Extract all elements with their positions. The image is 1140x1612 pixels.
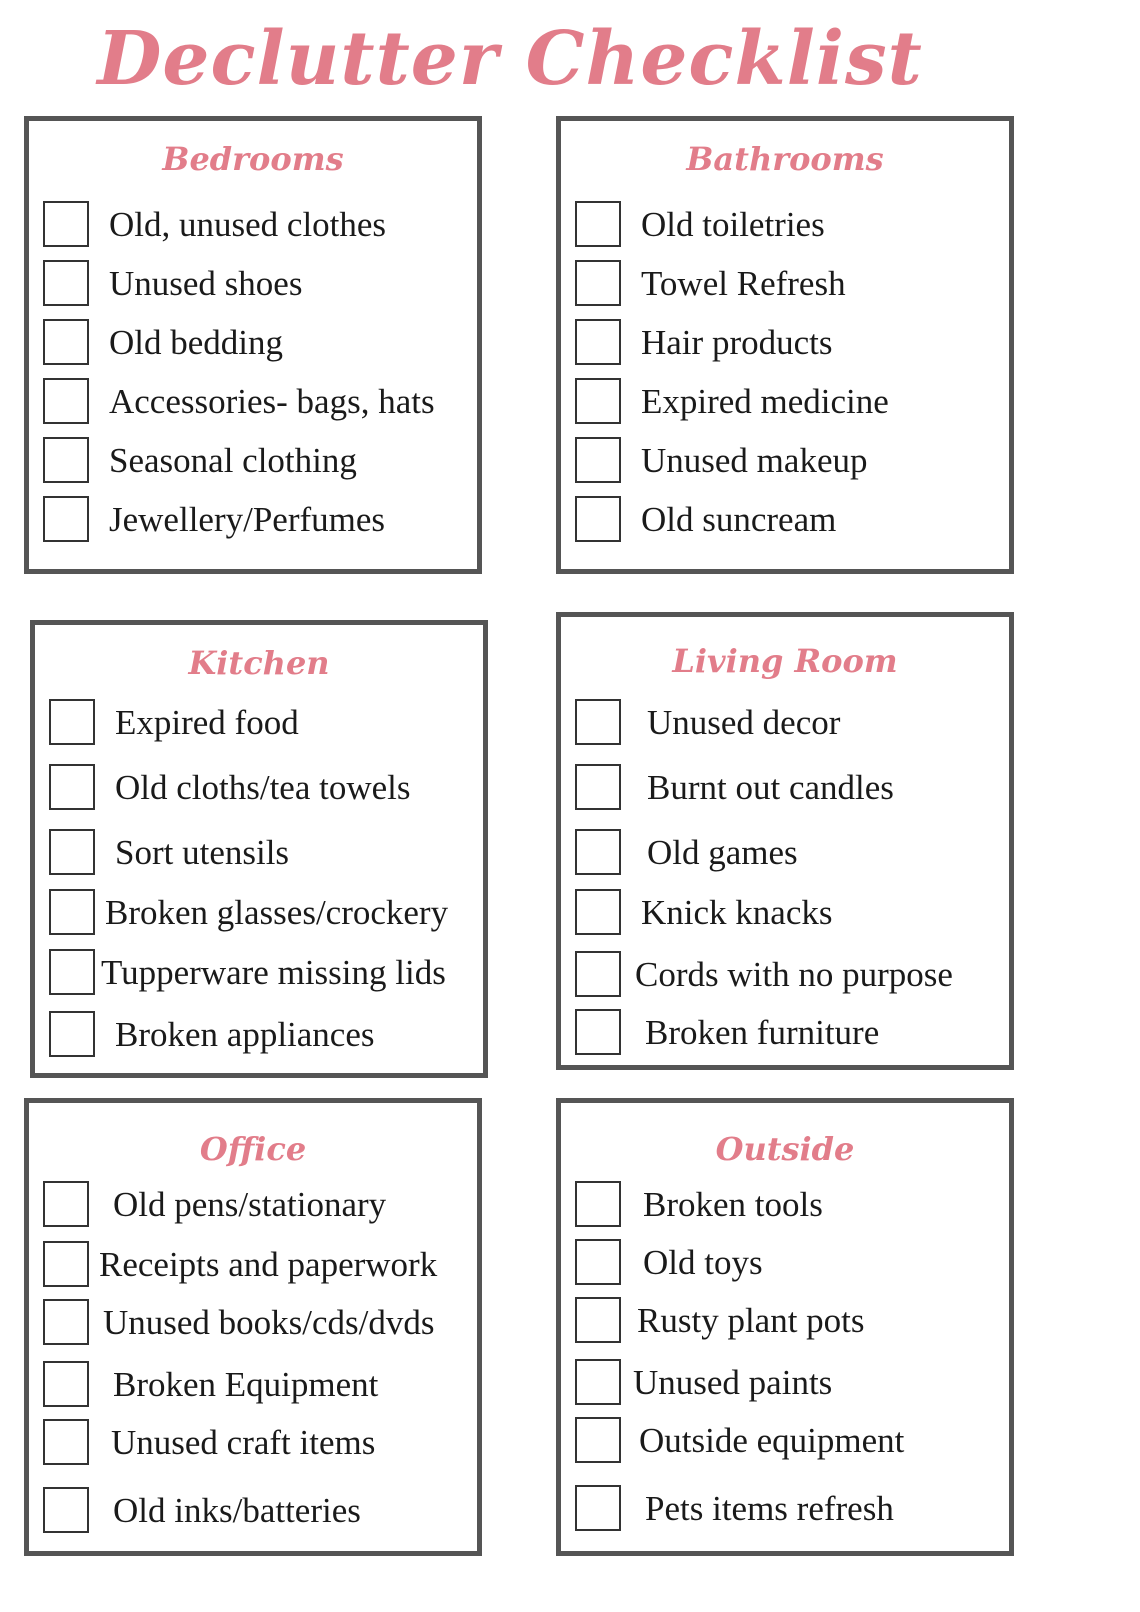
checkbox[interactable]: [575, 699, 621, 745]
section-heading: Outside: [715, 1130, 855, 1168]
checklist-item-label: Unused craft items: [111, 1422, 376, 1462]
checklist-item[interactable]: [43, 376, 469, 426]
checkbox[interactable]: [575, 260, 621, 306]
checklist-item-label: Towel Refresh: [641, 263, 846, 303]
checklist-item-label: Old games: [647, 832, 798, 872]
checklist-item-label: Seasonal clothing: [109, 440, 357, 480]
section-bedrooms: [24, 116, 482, 574]
checkbox[interactable]: [49, 949, 95, 995]
checklist-item[interactable]: [575, 827, 1001, 877]
checklist-item-label: Old suncream: [641, 499, 837, 539]
checkbox[interactable]: [49, 1011, 95, 1057]
checkbox[interactable]: [575, 1485, 621, 1531]
checklist-item-label: Old cloths/tea towels: [115, 767, 411, 807]
checkbox[interactable]: [43, 378, 89, 424]
section-kitchen: [30, 620, 488, 1078]
checklist-item-label: Broken furniture: [645, 1012, 880, 1052]
checkbox[interactable]: [575, 201, 621, 247]
checklist-item-label: Unused decor: [647, 702, 841, 742]
checklist-item-label: Broken appliances: [115, 1014, 375, 1054]
checklist-item-label: Tupperware missing lids: [101, 952, 446, 992]
checklist-item-label: Broken Equipment: [113, 1364, 379, 1404]
checklist-item-label: Hair products: [641, 322, 833, 362]
checkbox[interactable]: [575, 1417, 621, 1463]
checkbox[interactable]: [575, 378, 621, 424]
checklist-item[interactable]: [575, 887, 1001, 937]
checklist-item[interactable]: [43, 494, 469, 544]
checklist-item[interactable]: [575, 697, 1001, 747]
checkbox[interactable]: [575, 1359, 621, 1405]
checklist-item-label: Unused books/cds/dvds: [103, 1302, 435, 1342]
checkbox[interactable]: [575, 1297, 621, 1343]
checklist-item-label: Broken tools: [643, 1184, 823, 1224]
checkbox[interactable]: [43, 496, 89, 542]
section-heading: Living Room: [672, 642, 898, 680]
checklist-item[interactable]: [575, 435, 1001, 485]
checklist-item[interactable]: [575, 1357, 1001, 1407]
checklist-item-label: Cords with no purpose: [635, 954, 953, 994]
section-heading: Kitchen: [188, 644, 330, 682]
checkbox[interactable]: [43, 1241, 89, 1287]
checklist-item[interactable]: [575, 1237, 1001, 1287]
checklist-item-label: Expired food: [115, 702, 299, 742]
checklist-item-label: Rusty plant pots: [637, 1300, 865, 1340]
checklist-item[interactable]: [575, 1295, 1001, 1345]
checklist-item-label: Old toiletries: [641, 204, 825, 244]
checklist-item[interactable]: [575, 199, 1001, 249]
checklist-item[interactable]: [49, 887, 475, 937]
checklist-item-label: Knick knacks: [641, 892, 833, 932]
checklist-item-label: Unused paints: [633, 1362, 833, 1402]
checklist-item[interactable]: [49, 827, 475, 877]
checkbox[interactable]: [43, 1419, 89, 1465]
checklist-item-label: Old, unused clothes: [109, 204, 387, 244]
checklist-item[interactable]: [43, 1179, 469, 1229]
checkbox[interactable]: [43, 201, 89, 247]
checklist-item[interactable]: [49, 947, 475, 997]
checklist-item-label: Receipts and paperwork: [99, 1244, 438, 1284]
checkbox[interactable]: [575, 889, 621, 935]
checkbox[interactable]: [49, 889, 95, 935]
checklist-item-label: Accessories- bags, hats: [109, 381, 435, 421]
checklist-item[interactable]: [49, 762, 475, 812]
checklist-item[interactable]: [43, 199, 469, 249]
checkbox[interactable]: [575, 1239, 621, 1285]
checklist-item-label: Expired medicine: [641, 381, 889, 421]
section-office: [24, 1098, 482, 1556]
checkbox[interactable]: [575, 496, 621, 542]
checklist-item[interactable]: [575, 762, 1001, 812]
checkbox[interactable]: [575, 437, 621, 483]
section-bathrooms: [556, 116, 1014, 574]
checklist-item[interactable]: [43, 1297, 469, 1347]
checklist-item[interactable]: [49, 1009, 475, 1059]
checklist-item-label: Unused shoes: [109, 263, 303, 303]
checklist-item-label: Jewellery/Perfumes: [109, 499, 386, 539]
checkbox[interactable]: [43, 1181, 89, 1227]
checkbox[interactable]: [575, 951, 621, 997]
checklist-item[interactable]: [575, 1415, 1001, 1465]
page-title: Declutter Checklist: [97, 16, 923, 102]
checkbox[interactable]: [575, 764, 621, 810]
checkbox[interactable]: [43, 260, 89, 306]
checklist-item[interactable]: [575, 317, 1001, 367]
checklist-item[interactable]: [43, 317, 469, 367]
checkbox[interactable]: [43, 1361, 89, 1407]
checklist-item-label: Sort utensils: [115, 832, 290, 872]
checklist-item-label: Old inks/batteries: [113, 1490, 361, 1530]
checklist-item[interactable]: [43, 1485, 469, 1535]
checklist-item-label: Old pens/stationary: [113, 1184, 387, 1224]
checklist-item[interactable]: [575, 376, 1001, 426]
checklist-item[interactable]: [575, 1179, 1001, 1229]
checklist-item-label: Old toys: [643, 1242, 763, 1282]
checklist-item[interactable]: [575, 494, 1001, 544]
checklist-item[interactable]: [49, 697, 475, 747]
checklist-item-label: Unused makeup: [641, 440, 868, 480]
checkbox[interactable]: [49, 764, 95, 810]
checklist-item[interactable]: [575, 1483, 1001, 1533]
checkbox[interactable]: [49, 829, 95, 875]
checklist-item[interactable]: [575, 949, 1001, 999]
checklist-item[interactable]: [575, 1007, 1001, 1057]
checkbox[interactable]: [43, 437, 89, 483]
checklist-item-label: Pets items refresh: [645, 1488, 894, 1528]
checklist-item-label: Burnt out candles: [647, 767, 894, 807]
checklist-item[interactable]: [575, 258, 1001, 308]
checklist-item[interactable]: [43, 1239, 469, 1289]
checkbox[interactable]: [575, 829, 621, 875]
checklist-item[interactable]: [43, 258, 469, 308]
checklist-item[interactable]: [43, 1359, 469, 1409]
section-heading: Bedrooms: [162, 140, 344, 178]
section-heading: Office: [199, 1130, 307, 1168]
checklist-item-label: Outside equipment: [639, 1420, 905, 1460]
checklist-item-label: Broken glasses/crockery: [105, 892, 449, 932]
checklist-item[interactable]: [43, 1417, 469, 1467]
checkbox[interactable]: [43, 319, 89, 365]
section-living-room: [556, 612, 1014, 1070]
checkbox[interactable]: [575, 1009, 621, 1055]
section-outside: [556, 1098, 1014, 1556]
checkbox[interactable]: [575, 319, 621, 365]
checkbox[interactable]: [49, 699, 95, 745]
checkbox[interactable]: [575, 1181, 621, 1227]
checklist-item-label: Old bedding: [109, 322, 284, 362]
checkbox[interactable]: [43, 1299, 89, 1345]
checklist-item[interactable]: [43, 435, 469, 485]
checkbox[interactable]: [43, 1487, 89, 1533]
section-heading: Bathrooms: [686, 140, 884, 178]
